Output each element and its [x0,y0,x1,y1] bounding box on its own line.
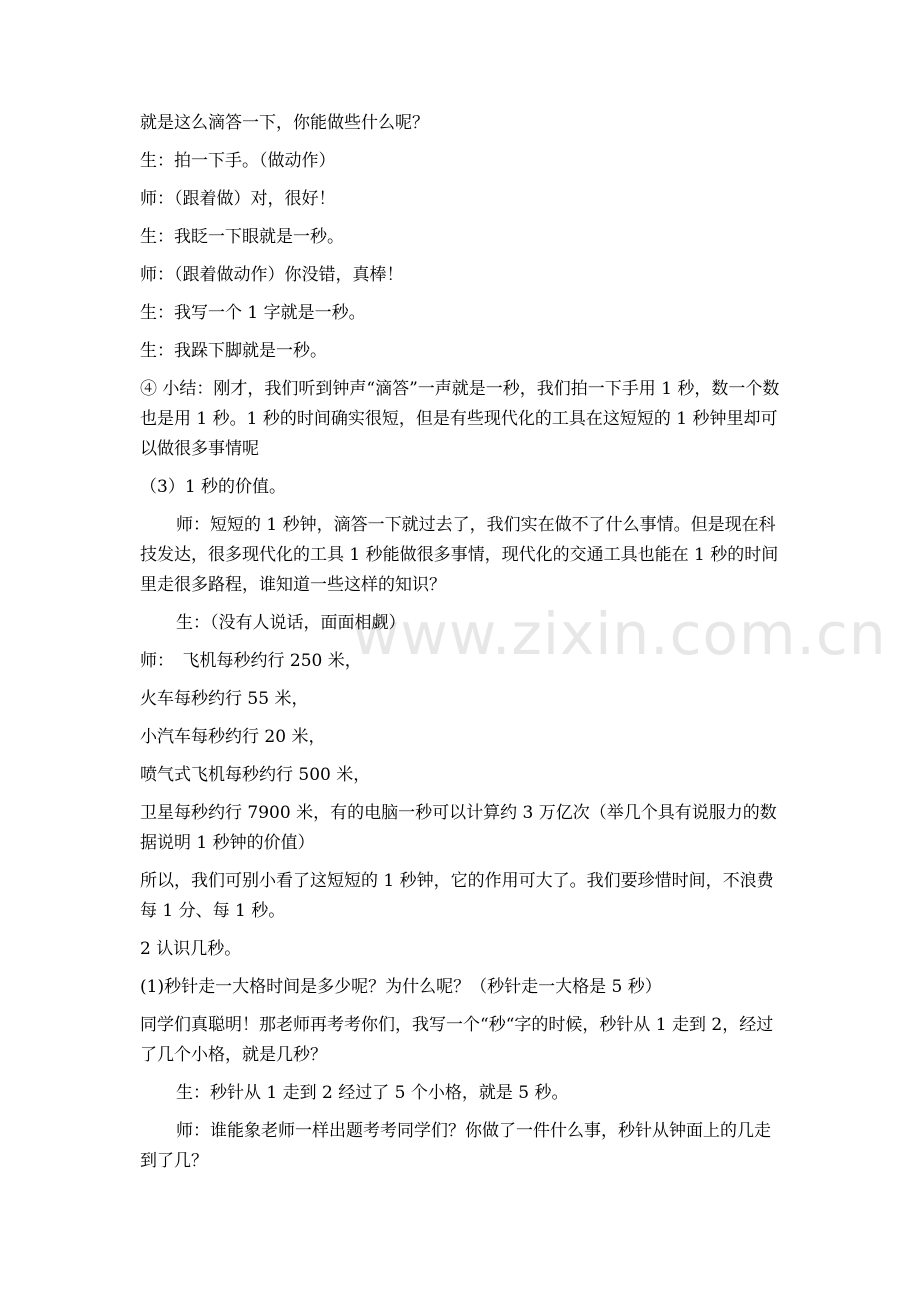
watermark: www.zixin.com.cn [352,600,887,668]
paragraph: 师：（跟着做动作）你没错，真棒！ [140,265,404,285]
paragraph: 师： 飞机每秒约行 250 米， [140,651,362,671]
paragraph: 小汽车每秒约行 20 米， [140,727,326,747]
document-body [140,108,785,1184]
paragraph: 生：（没有人说话，面面相觑） [176,613,406,633]
paragraph: 火车每秒约行 55 米， [140,689,309,709]
paragraph: 生：我写一个 1 字就是一秒。 [140,303,366,323]
paragraph: 师：谁能象老师一样出题考考同学们？你做了一件什么事，秒针从钟面上的几走到了几？ [140,1121,771,1171]
paragraph: 喷气式飞机每秒约行 500 米， [140,765,371,785]
paragraph: 同学们真聪明！那老师再考考你们，我写一个“秒“字的时候，秒针从 1 走到 2，经过了几个小格，就是几秒？ [140,1015,774,1065]
paragraph: 所以，我们可别小看了这短短的 1 秒钟，它的作用可大了。我们要珍惜时间，不浪费每 1 分、每 1 秒。 [140,871,774,921]
paragraph: 就是这么滴答一下，你能做些什么呢？ [140,113,429,133]
paragraph: 生：我跺下脚就是一秒。 [140,341,327,361]
paragraph: 2 认识几秒。 [140,939,242,959]
paragraph: （3）1 秒的价值。 [140,477,287,497]
paragraph: 生：拍一下手。（做动作） [140,151,336,171]
paragraph: 生：我眨一下眼就是一秒。 [140,227,344,247]
paragraph: 生：秒针从 1 走到 2 经过了 5 个小格，就是 5 秒。 [176,1083,569,1103]
paragraph: 师：（跟着做）对，很好！ [140,189,336,209]
paragraph: (1)秒针走一大格时间是多少呢？为什么呢？（秒针走一大格是 5 秒） [140,977,662,997]
paragraph: ④ 小结：刚才，我们听到钟声“滴答”一声就是一秒，我们拍一下手用 1 秒，数一个数也是用 1 秒。1 秒的时间确实很短，但是有些现代化的工具在这短短的 1 秒钟里却可以做很多事情呢 [140,379,780,459]
paragraph: 师：短短的 1 秒钟，滴答一下就过去了，我们实在做不了什么事情。但是现在科技发达，很多现代化的工具 1 秒能做很多事情，现代化的交通工具也能在 1 秒的时间里走很多路程，谁知道一些这样的知识？ [140,515,779,595]
paragraph: 卫星每秒约行 7900 米，有的电脑一秒可以计算约 3 万亿次（举几个具有说服力的数据说明 1 秒钟的价值） [140,803,777,853]
